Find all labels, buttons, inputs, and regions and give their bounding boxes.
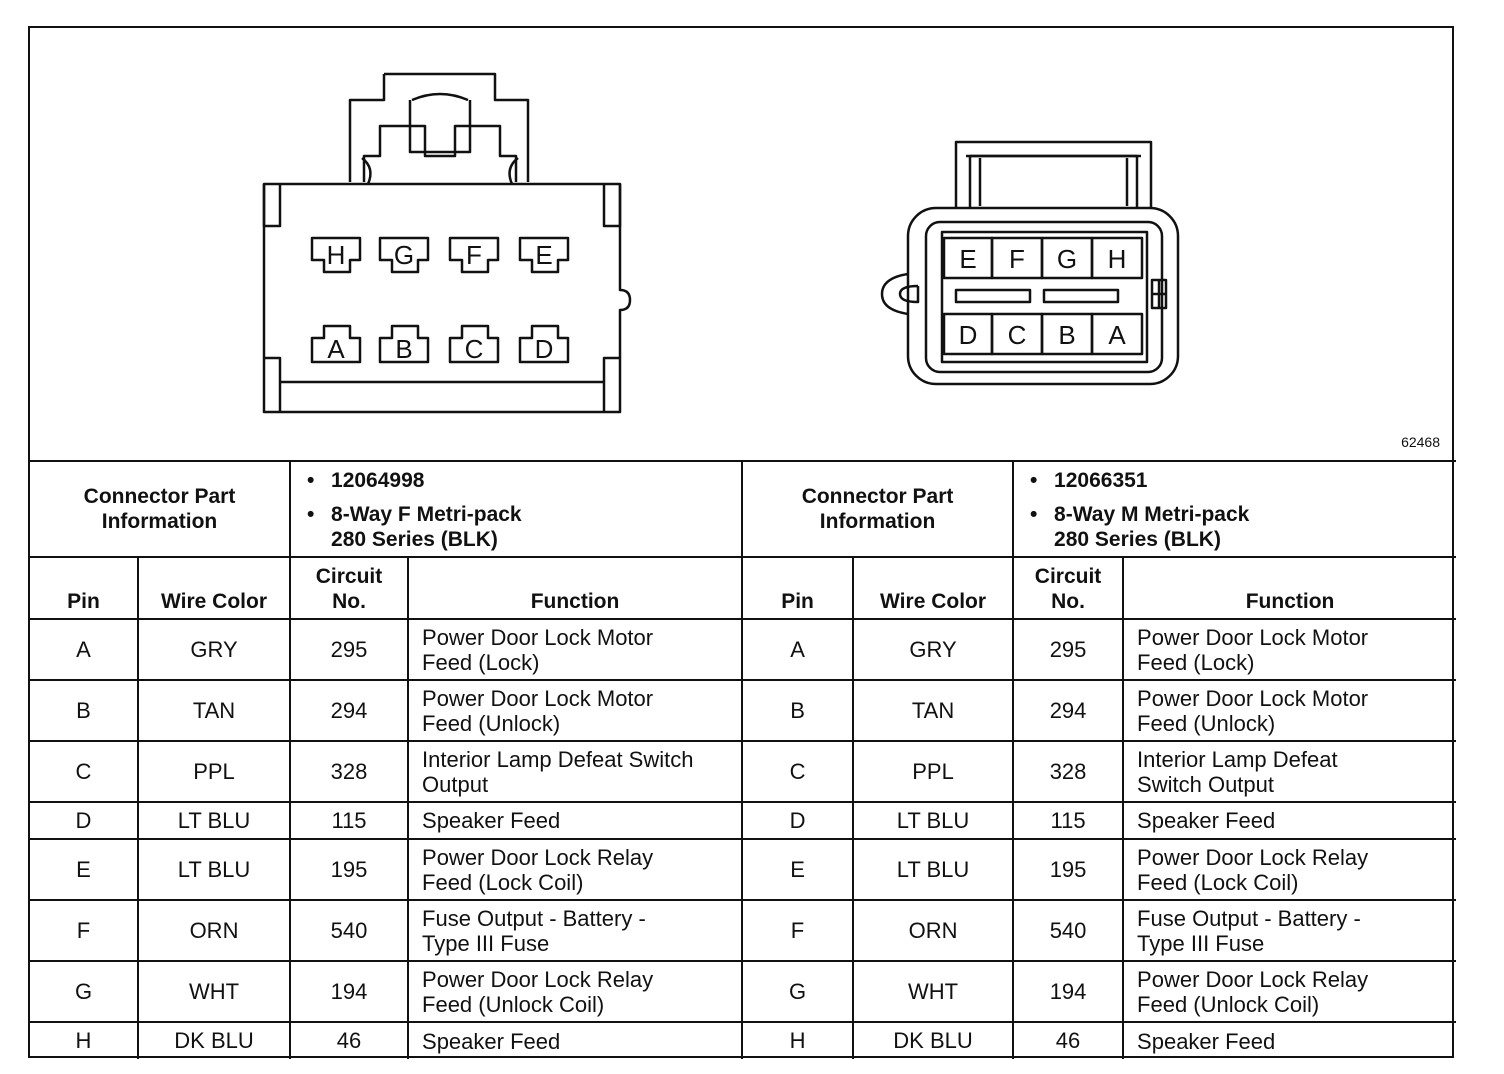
right-part-desc-2: 280 Series (BLK) — [1054, 528, 1221, 551]
right-function-cell — [1123, 619, 1456, 680]
right-function-cell — [1123, 900, 1456, 961]
right-header-circuit-2: No. — [1051, 590, 1085, 613]
left-function-line-2: Feed (Unlock) — [422, 710, 561, 736]
right-circuit-cell: 46 — [1013, 1022, 1123, 1059]
pin-label: E — [959, 244, 977, 274]
right-function-line-2: Switch Output — [1137, 771, 1274, 797]
left-function-line-2: Feed (Lock Coil) — [422, 869, 584, 895]
left-function-line-1: Power Door Lock Relay — [422, 844, 654, 870]
left-pin-cell: H — [30, 1022, 138, 1059]
right-function-line-2: Feed (Lock Coil) — [1137, 869, 1299, 895]
diagram-frame — [28, 26, 1454, 1058]
header-row — [30, 557, 1456, 619]
pin-label: F — [1009, 244, 1025, 274]
right-part-number: • 12066351 — [1054, 468, 1456, 493]
pin-label: F — [466, 240, 482, 270]
table-row — [30, 839, 1456, 900]
pin-label: H — [326, 240, 346, 270]
left-circuit-cell: 295 — [290, 619, 408, 680]
right-header-wire-color: Wire Color — [853, 557, 1013, 619]
left-function-line-2: Type III Fuse — [422, 930, 550, 956]
right-circuit-cell: 295 — [1013, 619, 1123, 680]
left-header-function: Function — [408, 557, 742, 619]
right-circuit-cell: 115 — [1013, 802, 1123, 839]
left-function-cell — [408, 680, 742, 741]
table-row — [30, 741, 1456, 802]
left-pin-cell: F — [30, 900, 138, 961]
right-function-line-1: Power Door Lock Relay — [1137, 844, 1369, 870]
left-function-line-2: Feed (Lock) — [422, 649, 540, 675]
right-wire-color-cell: LT BLU — [853, 802, 1013, 839]
left-wire-color-cell: PPL — [138, 741, 290, 802]
right-part-label-text: Connector Part Information — [801, 485, 954, 533]
right-function-line-1: Fuse Output - Battery - — [1137, 905, 1361, 931]
pin-label: C — [464, 334, 484, 364]
left-part-desc-2: 280 Series (BLK) — [331, 528, 498, 551]
table-row — [30, 961, 1456, 1022]
right-pin-cell: F — [742, 900, 853, 961]
right-wire-color-cell: ORN — [853, 900, 1013, 961]
left-function-cell — [408, 961, 742, 1022]
right-function-line-2: Type III Fuse — [1137, 930, 1265, 956]
right-part-desc-1: • 8-Way M Metri-pack — [1054, 502, 1456, 527]
table-row — [30, 1022, 1456, 1059]
left-circuit-cell: 115 — [290, 802, 408, 839]
left-function-line-1: Speaker Feed — [422, 808, 561, 833]
left-header-pin: Pin — [30, 557, 138, 619]
connector-drawings — [30, 28, 1452, 460]
right-wire-color-cell: GRY — [853, 619, 1013, 680]
right-function-line-1: Power Door Lock Motor — [1137, 624, 1369, 650]
right-wire-color-cell: TAN — [853, 680, 1013, 741]
right-pin-cell: A — [742, 619, 853, 680]
left-wire-color-cell: GRY — [138, 619, 290, 680]
left-wire-color-cell: LT BLU — [138, 839, 290, 900]
left-wire-color-cell: TAN — [138, 680, 290, 741]
left-function-line-1: Power Door Lock Motor — [422, 624, 654, 650]
pin-label: H — [1107, 244, 1127, 274]
right-wire-color-cell: LT BLU — [853, 839, 1013, 900]
right-function-line-1: Speaker Feed — [1137, 808, 1276, 833]
right-pin-cell: E — [742, 839, 853, 900]
right-wire-color-cell: DK BLU — [853, 1022, 1013, 1059]
pin-label: B — [395, 334, 413, 364]
left-pin-cell: C — [30, 741, 138, 802]
right-circuit-cell: 195 — [1013, 839, 1123, 900]
right-wire-color-cell: WHT — [853, 961, 1013, 1022]
left-circuit-cell: 46 — [290, 1022, 408, 1059]
table-row — [30, 680, 1456, 741]
left-wire-color-cell: WHT — [138, 961, 290, 1022]
pin-label: B — [1058, 320, 1076, 350]
left-header-circuit-1: Circuit — [315, 565, 383, 588]
pin-label: G — [1056, 244, 1078, 274]
table-row — [30, 900, 1456, 961]
left-pin-cell: E — [30, 839, 138, 900]
right-circuit-cell: 294 — [1013, 680, 1123, 741]
left-wire-color-cell: LT BLU — [138, 802, 290, 839]
left-pin-cell: A — [30, 619, 138, 680]
right-function-line-2: Feed (Lock) — [1137, 649, 1255, 675]
pin-label: D — [958, 320, 978, 350]
part-info-row — [30, 461, 1456, 557]
right-function-cell — [1123, 1022, 1456, 1059]
left-function-cell — [408, 802, 742, 839]
right-function-line-2: Feed (Unlock) — [1137, 710, 1276, 736]
table-row — [30, 619, 1456, 680]
left-header-circuit — [290, 557, 408, 619]
pin-label: A — [327, 334, 345, 364]
left-pin-cell: G — [30, 961, 138, 1022]
left-function-cell — [408, 900, 742, 961]
right-circuit-cell: 328 — [1013, 741, 1123, 802]
left-function-cell — [408, 741, 742, 802]
table-row — [30, 802, 1456, 839]
right-wire-color-cell: PPL — [853, 741, 1013, 802]
pin-label: C — [1007, 320, 1027, 350]
pin-label: E — [535, 240, 553, 270]
left-circuit-cell: 294 — [290, 680, 408, 741]
right-function-cell — [1123, 802, 1456, 839]
left-pin-cell: B — [30, 680, 138, 741]
left-part-number: • 12064998 — [331, 468, 741, 493]
left-header-wire-color: Wire Color — [138, 557, 290, 619]
left-function-line-1: Fuse Output - Battery - — [422, 905, 646, 931]
left-part-label — [30, 461, 290, 557]
right-function-line-1: Power Door Lock Relay — [1137, 966, 1369, 992]
left-circuit-cell: 328 — [290, 741, 408, 802]
left-pin-cell: D — [30, 802, 138, 839]
left-circuit-cell: 195 — [290, 839, 408, 900]
right-pin-cell: G — [742, 961, 853, 1022]
left-function-line-1: Power Door Lock Relay — [422, 966, 654, 992]
right-function-cell — [1123, 839, 1456, 900]
right-function-cell — [1123, 741, 1456, 802]
left-wire-color-cell: ORN — [138, 900, 290, 961]
figure-id: 62468 — [1401, 434, 1440, 450]
female-connector-drawing — [264, 74, 630, 412]
right-pin-cell: C — [742, 741, 853, 802]
connector-table — [30, 460, 1456, 1059]
left-header-circuit-2: No. — [332, 590, 366, 613]
right-header-circuit-1: Circuit — [1034, 565, 1102, 588]
left-function-cell — [408, 619, 742, 680]
right-function-cell — [1123, 961, 1456, 1022]
left-function-line-1: Interior Lamp Defeat Switch — [422, 746, 694, 772]
left-circuit-cell: 194 — [290, 961, 408, 1022]
left-part-info — [290, 461, 742, 557]
pin-label: D — [534, 334, 554, 364]
right-pin-cell: B — [742, 680, 853, 741]
male-connector-drawing — [882, 142, 1178, 384]
right-part-label — [742, 461, 1013, 557]
left-function-line-2: Feed (Unlock Coil) — [422, 991, 605, 1017]
connector-illustration — [30, 28, 1451, 460]
female-top-cavities — [312, 238, 568, 272]
left-part-label-text: Connector Part Information — [83, 485, 236, 533]
left-part-desc-1: • 8-Way F Metri-pack — [331, 502, 741, 527]
pin-rows — [30, 619, 1456, 1059]
pin-label: A — [1108, 320, 1126, 350]
right-function-cell — [1123, 680, 1456, 741]
right-header-function: Function — [1123, 557, 1456, 619]
left-function-cell — [408, 1022, 742, 1059]
left-function-line-2: Output — [422, 771, 489, 797]
pin-label: G — [393, 240, 415, 270]
right-function-line-1: Power Door Lock Motor — [1137, 685, 1369, 711]
right-circuit-cell: 540 — [1013, 900, 1123, 961]
left-circuit-cell: 540 — [290, 900, 408, 961]
left-wire-color-cell: DK BLU — [138, 1022, 290, 1059]
right-pin-cell: D — [742, 802, 853, 839]
right-function-line-1: Interior Lamp Defeat — [1137, 746, 1338, 772]
right-header-circuit — [1013, 557, 1123, 619]
right-circuit-cell: 194 — [1013, 961, 1123, 1022]
female-bottom-cavities — [312, 326, 568, 362]
right-pin-cell: H — [742, 1022, 853, 1059]
right-function-line-2: Feed (Unlock Coil) — [1137, 991, 1320, 1017]
left-function-cell — [408, 839, 742, 900]
right-part-info — [1013, 461, 1456, 557]
right-function-line-1: Speaker Feed — [1137, 1028, 1276, 1054]
left-function-line-1: Power Door Lock Motor — [422, 685, 654, 711]
right-header-pin: Pin — [742, 557, 853, 619]
left-function-line-1: Speaker Feed — [422, 1028, 561, 1054]
